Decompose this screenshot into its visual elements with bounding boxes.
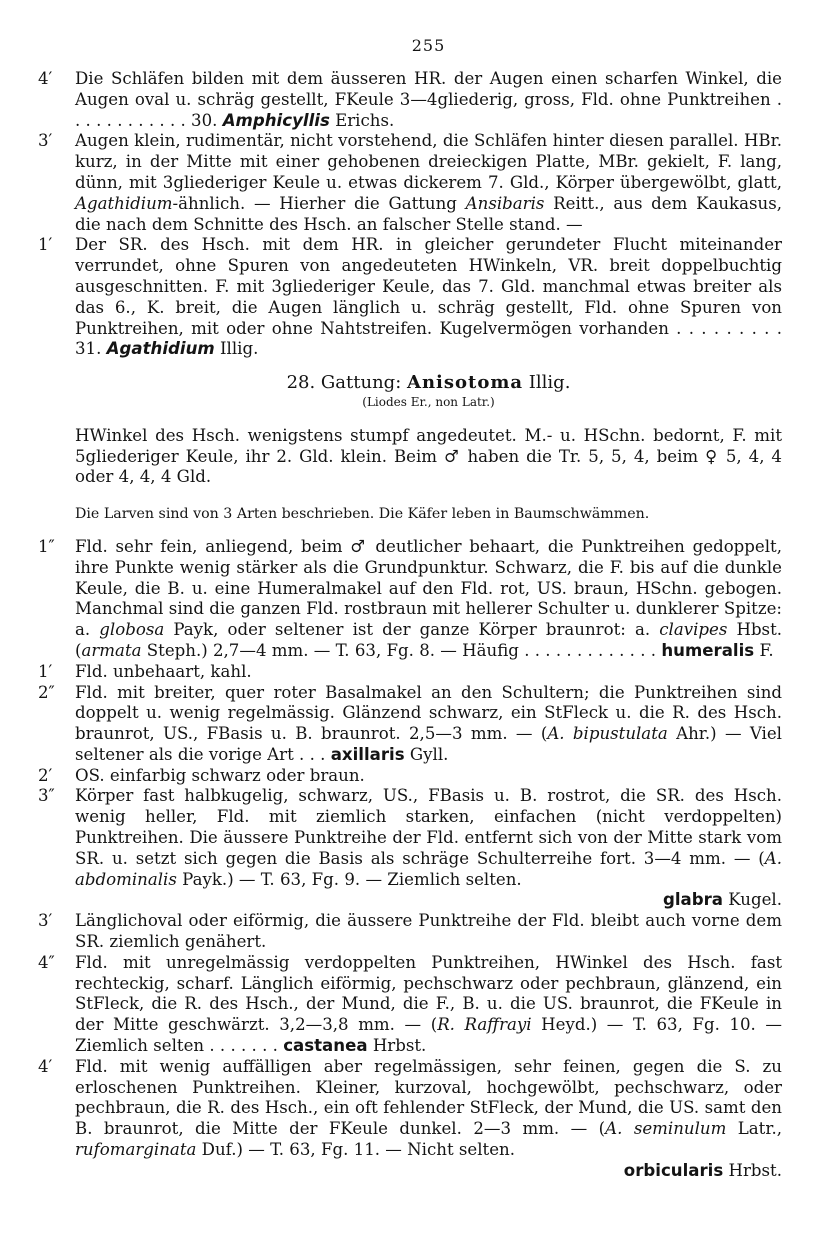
key-marker: 3″: [38, 786, 55, 806]
key-entry-1prime: [38, 235, 782, 360]
entry-text: Fld. mit unregelmässig verdoppelten Punktreihen, HWinkel des Hsch. fast rechteckig, scharf. Länglich eiförmig, pechschwarz oder pechbraun, glänzend, ein StFleck, die R. des Hsch., der Mund, die F., B. u. die US. braunrot, die FKeule in der Mitte geschwärzt. 3,2—3,8 mm. — (: [75, 952, 782, 1035]
key-entry-3doubleprime: [38, 786, 782, 890]
genus-heading-prefix: 28. Gattung:: [286, 372, 402, 394]
entry-text-italic: A. seminulum: [605, 1119, 727, 1139]
entry-text: Körper fast halbkugelig, schwarz, US., FBasis u. B. rostrot, die SR. des Hsch. wenig heller, Fld. mit ziemlich starken, einfachen (nicht verdoppelten) Punktreihen. Die äussere Punktreihe der Fld. entfernt sich von der Mitte stark vom SR. u. setzt sich gegen die Basis als schräge Schulterreihe fort. 3—4 mm. — (: [75, 786, 782, 868]
entry-text: Fld. unbehaart, kahl.: [75, 661, 252, 681]
species-line-orbicularis: [75, 1161, 782, 1182]
document-page: [38, 36, 783, 1182]
genus-intro: HWinkel des Hsch. wenigstens stumpf angedeutet. M.- u. HSchn. bedornt, F. mit 5gliederiger Keule, ihr 2. Gld. klein. Beim ♂ haben die Tr. 5, 5, 4, beim ♀ 5, 4, 4 oder 4, 4, 4 Gld.: [75, 425, 782, 487]
entry-text-italic: Agathidium: [75, 193, 173, 213]
key-entry-3prime-b: [38, 911, 782, 953]
key-marker: 4′: [38, 1056, 53, 1076]
species-name: humeralis: [661, 640, 755, 660]
genus-heading-name: Anisotoma: [407, 372, 524, 394]
entry-text: Augen klein, rudimentär, nicht vorstehend, die Schläfen hinter diesen parallel. HBr. kurz, in der Mitte mit einer gehobenen dreieckigen Platte, MBr. gekielt, F. lang, dünn, mit 3gliederiger Keule u. etwas dickerem 7. Gld., Körper übergewölbt, glatt,: [75, 131, 782, 192]
entry-text-italic: globosa: [99, 620, 165, 640]
entry-text: Die Schläfen bilden mit dem äusseren HR. der Augen einen scharfen Winkel, die Augen oval u. schräg gestellt, FKeule 3—4gliederig, gross, Fld. ohne Punktreihen . . . . . . . . . . . . 30.: [75, 69, 782, 130]
key-entry-4prime-b: [38, 1056, 782, 1161]
key-marker: 2′: [38, 765, 53, 785]
genus-heading: [75, 372, 782, 393]
entry-text: Heyd.) — T. 63, Fg. 10. — Ziemlich selten . . . . . . .: [75, 1015, 782, 1056]
entry-text-italic: clavipes: [659, 620, 728, 640]
species-author: Hrbst.: [728, 1160, 782, 1180]
entry-text: -ähnlich. — Hierher die Gattung: [172, 193, 457, 213]
key-marker: 4″: [38, 952, 55, 972]
entry-text: OS. einfarbig schwarz oder braun.: [75, 765, 365, 785]
key-entry-2prime: [38, 765, 782, 787]
entry-text: Hbst. (: [75, 620, 783, 660]
entry-text-italic: rufomarginata: [75, 1140, 197, 1160]
species-name: glabra: [662, 890, 723, 910]
entry-text-italic: R. Raffrayi: [437, 1015, 532, 1035]
key-entry-4prime: [38, 69, 782, 131]
genus-author: Erichs.: [335, 110, 395, 130]
entry-text: Länglichoval oder eiförmig, die äussere Punktreihe der Fld. bleibt auch vorne dem SR. ziemlich genähert.: [75, 911, 782, 952]
entry-text-italic: Ansibaris: [465, 193, 545, 213]
key-marker: 4′: [38, 69, 53, 88]
key-entry-2doubleprime: [38, 682, 782, 766]
species-name: castanea: [283, 1036, 368, 1056]
entry-text: Latr.,: [737, 1119, 782, 1139]
entry-text: Fld. sehr fein, anliegend, beim ♂ deutlicher behaart, die Punktreihen gedoppelt, ihre Punkte wenig stärker als die Grundpunktur. Schwarz, die F. bis auf die dunkle Keule, die B. u. eine Humeralmakel auf den Fld. rot, US. braun, HSchn. gebogen. Manchmal sind die ganzen Fld. rostbraun mit hellerer Schulter u. dunklerer Spitze: a.: [75, 536, 782, 640]
key-marker: 1′: [38, 235, 53, 255]
species-author: Gyll.: [409, 744, 449, 764]
page-number: 255: [411, 36, 446, 55]
genus-synonym: (Liodes Er., non Latr.): [362, 395, 495, 410]
genus-larvae-note: Die Larven sind von 3 Arten beschrieben. Die Käfer leben in Baumschwämmen.: [75, 505, 650, 522]
entry-text: Payk.) — T. 63, Fg. 9. — Ziemlich selten.: [182, 869, 522, 889]
entry-text: Reitt., aus dem Kaukasus, die nach dem Schnitte des Hsch. an falscher Stelle stand. —: [75, 193, 782, 234]
entry-text: Fld. mit breiter, quer roter Basalmakel an den Schultern; die Punktreihen sind doppelt u. wenig regelmässig. Glänzend schwarz, ein StFleck u. die R. des Hsch. braunrot, US., FBasis u. B. braunrot. 2,5—3 mm. — (: [75, 682, 782, 744]
entry-text: Steph.) 2,7—4 mm. — T. 63, Fg. 8. — Häufig . . . . . . . . . . . . .: [146, 640, 657, 660]
genus-name: Agathidium: [106, 339, 215, 359]
species-author: F.: [759, 640, 774, 660]
species-name: orbicularis: [623, 1160, 724, 1180]
genus-author: Illig.: [219, 339, 259, 359]
entry-text: Payk, oder seltener ist der ganze Körper braunrot: a.: [173, 620, 651, 640]
entry-text: Der SR. des Hsch. mit dem HR. in gleicher gerundeter Flucht miteinander verrundet, ohne Spuren von angedeuteten HWinkeln, VR. breit doppelbuchtig ausgeschnitten. F. mit 3gliederiger Keule, das 7. Gld. manchmal etwas breiter als das 6., K. breit, die Augen länglich u. schräg gestellt, Fld. ohne Spuren von Punktreihen, mit oder ohne Nahtstreifen. Kugelvermögen vorhanden . . . . . . . . . 31.: [75, 235, 782, 359]
key-marker: 2″: [38, 682, 55, 702]
species-author: Hrbst.: [372, 1036, 427, 1056]
species-author: Kugel.: [728, 890, 782, 910]
genus-heading-author: Illig.: [528, 372, 571, 394]
key-entry-4doubleprime: [38, 952, 782, 1057]
genus-name: Amphicyllis: [222, 110, 330, 130]
key-entry-1prime-b: [38, 661, 782, 683]
entry-text-italic: armata: [81, 640, 142, 660]
key-entry-3prime: [38, 131, 782, 235]
entry-text: Fld. mit wenig auffälligen aber regelmässigen, sehr feinen, gegen die S. zu erloschenen Punktreihen. Kleiner, kurzoval, hochgewölbt, pechschwarz, oder pechbraun, die R. des Hsch., ein oft fehlender StFleck, der Mund, die US. samt den B. braunrot, die Mitte der FKeule dunkel. 2—3 mm. — (: [75, 1056, 782, 1139]
key-marker: 3′: [38, 131, 53, 151]
entry-text-italic: A. bipustulata: [547, 724, 668, 744]
key-marker: 1′: [38, 661, 53, 681]
entry-text: Duf.) — T. 63, Fg. 11. — Nicht selten.: [201, 1140, 516, 1160]
entry-text: Ahr.) — Viel seltener als die vorige Art . . .: [75, 724, 782, 764]
key-marker: 3′: [38, 911, 53, 931]
species-line-glabra: [75, 890, 782, 911]
entry-text-italic: A. abdominalis: [75, 848, 782, 889]
key-entry-1doubleprime: [38, 536, 783, 662]
key-marker: 1″: [38, 536, 55, 556]
species-name: axillaris: [330, 744, 405, 764]
